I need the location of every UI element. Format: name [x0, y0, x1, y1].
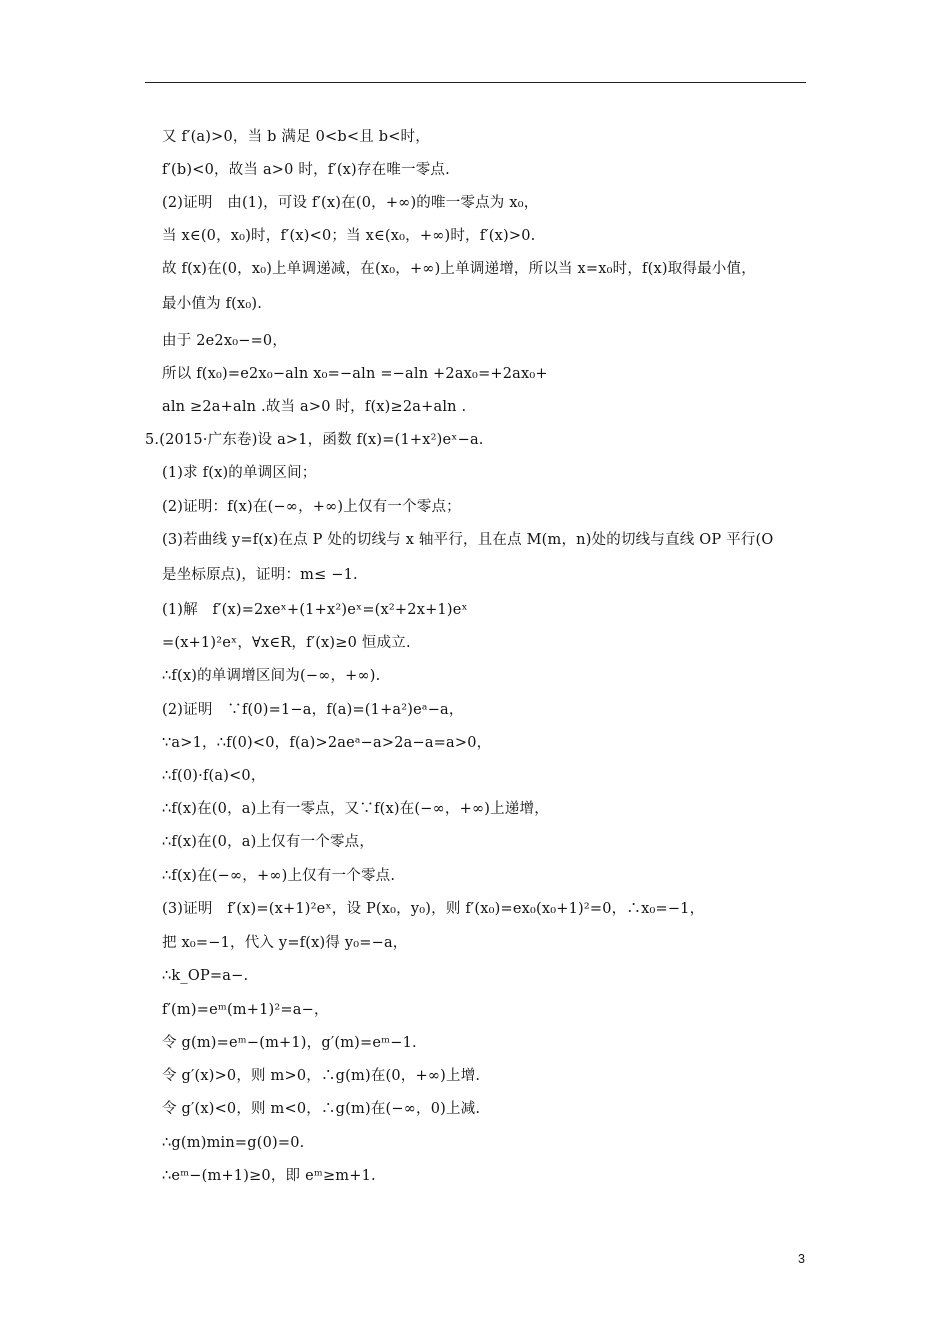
text-line: 令 g′(x)>0，则 m>0，∴g(m)在(0，+∞)上增.: [162, 1068, 481, 1084]
text-line: ∴f(x)在(0，a)上有一零点，又∵f(x)在(−∞，+∞)上递增，: [162, 801, 549, 817]
text-line: ∴f(x)在(0，a)上仅有一个零点，: [162, 834, 375, 850]
text-line: (2)证明：f(x)在(−∞，+∞)上仅有一个零点；: [162, 499, 461, 515]
text-line: ∴k_OP=a−.: [162, 968, 249, 984]
text-line: (3)若曲线 y=f(x)在点 P 处的切线与 x 轴平行，且在点 M(m，n)处的切线与直线 OP 平行(O: [162, 532, 774, 548]
text-line: ∴f(x)在(−∞，+∞)上仅有一个零点.: [162, 868, 396, 884]
text-line: 令 g(m)=eᵐ−(m+1)，g′(m)=eᵐ−1.: [162, 1035, 417, 1051]
text-line: 是坐标原点)，证明：m≤ −1.: [162, 567, 358, 583]
text-line: 最小值为 f(x₀).: [162, 296, 263, 312]
text-line: 故 f(x)在(0，x₀)上单调递减，在(x₀，+∞)上单调递增，所以当 x=x₀时，f(x)取得最小值，: [162, 261, 756, 277]
text-line: 当 x∈(0，x₀)时，f′(x)<0；当 x∈(x₀，+∞)时，f′(x)>0.: [162, 228, 536, 244]
text-line: (1)求 f(x)的单调区间；: [162, 465, 317, 481]
page-number: 3: [798, 1252, 805, 1266]
text-line: (1)解 f′(x)=2xeˣ+(1+x²)eˣ=(x²+2x+1)eˣ: [162, 602, 468, 618]
text-line: 令 g′(x)<0，则 m<0，∴g(m)在(−∞，0)上减.: [162, 1101, 481, 1117]
text-line: ∴f(x)的单调增区间为(−∞，+∞).: [162, 668, 381, 684]
text-line: ∴eᵐ−(m+1)≥0，即 eᵐ≥m+1.: [162, 1168, 376, 1184]
text-line: (3)证明 f′(x)=(x+1)²eˣ，设 P(x₀，y₀)，则 f′(x₀)=ex₀(x₀+1)²=0，∴x₀=−1，: [162, 901, 705, 917]
text-line: ∴f(0)·f(a)<0，: [162, 768, 266, 784]
text-line: ∵a>1，∴f(0)<0，f(a)>2aeᵃ−a>2a−a=a>0，: [162, 735, 492, 751]
text-line: ∴g(m)min=g(0)=0.: [162, 1135, 305, 1151]
text-line: 把 x₀=−1，代入 y=f(x)得 y₀=−a，: [162, 935, 408, 951]
text-line: aln ≥2a+aln .故当 a>0 时，f(x)≥2a+aln .: [162, 399, 467, 415]
text-line: f′(m)=eᵐ(m+1)²=a−，: [162, 1002, 329, 1018]
header-rule: [145, 82, 806, 83]
problem-heading: 5.(2015·广东卷)设 a>1，函数 f(x)=(1+x²)eˣ−a.: [145, 432, 484, 448]
text-line: (2)证明 由(1)，可设 f′(x)在(0，+∞)的唯一零点为 x₀，: [162, 195, 539, 211]
text-line: =(x+1)²eˣ，∀x∈R，f′(x)≥0 恒成立.: [162, 635, 411, 651]
text-line: f′(b)<0，故当 a>0 时，f′(x)存在唯一零点.: [162, 162, 450, 178]
text-line: 所以 f(x₀)=e2x₀−aln x₀=−aln =−aln +2ax₀=+2ax₀+: [162, 366, 548, 382]
text-line: 又 f′(a)>0，当 b 满足 0<b<且 b<时，: [162, 129, 430, 145]
text-line: (2)证明 ∵f(0)=1−a，f(a)=(1+a²)eᵃ−a，: [162, 702, 464, 718]
text-line: 由于 2e2x₀−=0，: [162, 333, 288, 349]
